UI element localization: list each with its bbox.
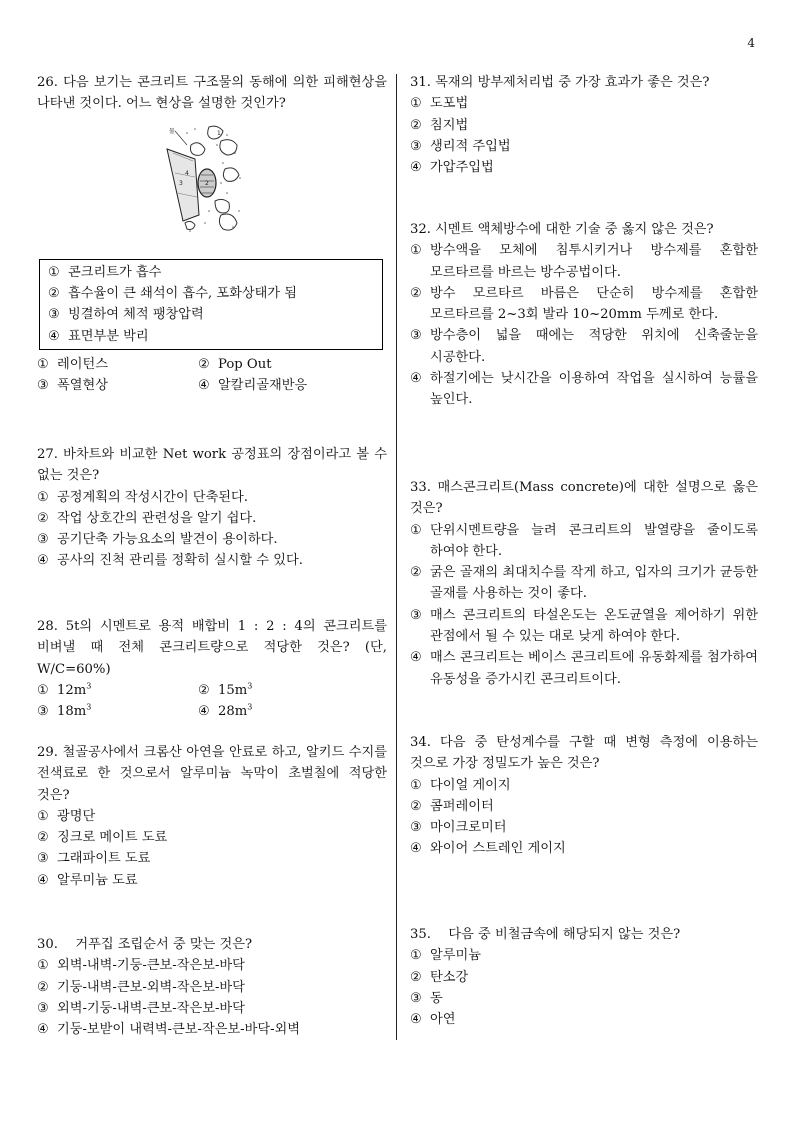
question-stem: 28. 5t의 시멘트로 용적 배합비 1 : 2 : 4의 콘크리트를 비벼낼 때 전체 콘크리트량으로 적당한 것은? (단, W/C=60%) bbox=[37, 619, 387, 677]
answer-options bbox=[37, 680, 387, 723]
figure-label-2: 2 bbox=[205, 179, 209, 187]
answer-option[interactable]: ② 기둥-내벽-큰보-외벽-작은보-바닥 bbox=[37, 979, 245, 995]
answer-option[interactable]: ② $15m^3$ bbox=[198, 681, 253, 698]
page-number: 4 bbox=[747, 36, 755, 50]
answer-option[interactable]: ① 방수액을 모체에 침투시키거나 방수제를 혼합한 모르타르를 바르는 방수공법이다. bbox=[410, 243, 758, 280]
answer-option[interactable]: ④ 아연 bbox=[410, 1012, 456, 1028]
question-stem: 32. 시멘트 액체방수에 대한 기술 중 옳지 않은 것은? bbox=[410, 222, 714, 237]
answer-option[interactable]: ① 알루미늄 bbox=[410, 948, 481, 964]
answer-option[interactable]: ④ 와이어 스트레인 게이지 bbox=[410, 841, 566, 857]
answer-option[interactable]: ④ 하절기에는 낮시간을 이용하여 작업을 실시하여 능률을 높인다. bbox=[410, 371, 758, 408]
answer-option[interactable]: ④ 알칼리골재반응 bbox=[198, 378, 308, 394]
question-31 bbox=[410, 72, 758, 178]
answer-option[interactable]: ② 탄소강 bbox=[410, 969, 469, 985]
answer-option[interactable]: ④ 공사의 진척 관리를 정확히 실시할 수 있다. bbox=[37, 553, 303, 569]
question-stem: 26. 다음 보기는 콘크리트 구조물의 동해에 의한 피해현상을 나타낸 것이다. 어느 현상을 설명한 것인가? bbox=[37, 75, 387, 112]
question-29 bbox=[37, 742, 387, 891]
question-stem: 29. 철골공사에서 크롬산 아연을 안료로 하고, 알키드 수지를 전색료로 한 것으로서 알루미늄 녹막이 초벌칠에 적당한 것은? bbox=[37, 745, 387, 803]
answer-option[interactable]: ④ 가압주입법 bbox=[410, 160, 494, 176]
answer-option[interactable]: ④ 매스 콘크리트는 베이스 콘크리트에 유동화제를 첨가하여 유동성을 증가시킨 콘크리트이다. bbox=[410, 650, 758, 687]
box-item: ③ 빙결하여 체적 팽창압력 bbox=[48, 307, 204, 323]
answer-option[interactable]: ③ 공기단축 가능요소의 발견이 용이하다. bbox=[37, 532, 278, 548]
answer-option[interactable]: ③ 그래파이트 도료 bbox=[37, 851, 151, 867]
question-26 bbox=[37, 72, 387, 397]
figure-label-4: 4 bbox=[185, 169, 189, 177]
answer-options bbox=[37, 354, 387, 397]
box-item: ② 흡수율이 큰 쇄석이 흡수, 포화상태가 됨 bbox=[48, 286, 297, 302]
answer-option[interactable]: ③ $18m^3$ bbox=[37, 702, 92, 720]
answer-option[interactable]: ① $12m^3$ bbox=[37, 681, 92, 698]
answer-option[interactable]: ① 레이턴스 bbox=[37, 357, 108, 373]
answer-option[interactable]: ① 도포법 bbox=[410, 96, 469, 112]
question-stem: 35. 다음 중 비철금속에 해당되지 않는 것은? bbox=[410, 927, 681, 942]
question-stem: 27. 바차트와 비교한 Net work 공정표의 장점이라고 볼 수 없는 것은? bbox=[37, 447, 387, 484]
answer-option[interactable]: ③ 매스 콘크리트의 타설온도는 온도균열을 제어하기 위한 관점에서 될 수 있는 대로 낮게 하여야 한다. bbox=[410, 607, 758, 645]
answer-option[interactable]: ① 공정계획의 작성시간이 단축된다. bbox=[37, 489, 248, 505]
question-33 bbox=[410, 477, 758, 690]
question-30 bbox=[37, 934, 387, 1040]
question-34 bbox=[410, 732, 758, 860]
condition-box bbox=[39, 259, 383, 350]
question-stem: 30. 거푸집 조립순서 중 맞는 것은? bbox=[37, 937, 253, 952]
answer-option[interactable]: ① 외벽-내벽-기둥-큰보-작은보-바닥 bbox=[37, 958, 245, 974]
answer-option[interactable]: ① 단위시멘트량을 늘려 콘크리트의 발열량을 줄이도록 하여야 한다. bbox=[410, 522, 758, 559]
answer-option[interactable]: ③ 마이크로미터 bbox=[410, 820, 507, 836]
question-stem: 34. 다음 중 탄성계수를 구할 때 변형 측정에 이용하는 것으로 가장 정밀도가 높은 것은? bbox=[410, 735, 758, 772]
answer-option[interactable]: ① 광명단 bbox=[37, 808, 96, 824]
answer-option[interactable]: ③ 생리적 주입법 bbox=[410, 138, 511, 154]
answer-option[interactable]: ② Pop Out bbox=[198, 357, 272, 373]
answer-option[interactable]: ② 작업 상호간의 관련성을 알기 쉽다. bbox=[37, 510, 257, 526]
box-item: ④ 표면부분 박리 bbox=[48, 328, 149, 344]
answer-option[interactable]: ③ 방수층이 넓을 때에는 적당한 위치에 신축줄눈을 시공한다. bbox=[410, 328, 758, 365]
answer-option[interactable]: ② 방수 모르타르 바름은 단순히 방수제를 혼합한 모르타르를 2~3회 발라 10~20mm 두께로 한다. bbox=[410, 285, 758, 323]
question-stem: 33. 매스콘크리트(Mass concrete)에 대한 설명으로 옳은 것은? bbox=[410, 480, 758, 517]
question-32 bbox=[410, 219, 758, 411]
frost-damage-figure bbox=[165, 123, 245, 238]
question-35 bbox=[410, 924, 758, 1030]
answer-option[interactable]: ③ 외벽-기둥-내벽-큰보-작은보-바닥 bbox=[37, 1000, 245, 1016]
answer-option[interactable]: ② 침지법 bbox=[410, 117, 469, 133]
answer-option[interactable]: ① 다이얼 게이지 bbox=[410, 777, 511, 793]
answer-option[interactable]: ④ 기둥-보받이 내력벽-큰보-작은보-바닥-외벽 bbox=[37, 1022, 301, 1038]
answer-option[interactable]: ④ $28m^3$ bbox=[198, 702, 253, 720]
answer-option[interactable]: ③ 동 bbox=[410, 990, 443, 1006]
figure-label-3: 3 bbox=[179, 179, 183, 187]
question-stem: 31. 목재의 방부제처리법 중 가장 효과가 좋은 것은? bbox=[410, 75, 710, 90]
column-divider bbox=[396, 74, 397, 1040]
answer-option[interactable]: ② 징크로 메이트 도료 bbox=[37, 830, 168, 846]
figure-label-water: 물 bbox=[169, 127, 175, 135]
question-28 bbox=[37, 616, 387, 722]
question-27 bbox=[37, 444, 387, 572]
figure-label-1: 1 bbox=[217, 129, 221, 137]
answer-option[interactable]: ③ 폭열현상 bbox=[37, 378, 108, 394]
answer-option[interactable]: ② 콤퍼레이터 bbox=[410, 798, 494, 814]
answer-option[interactable]: ④ 알루미늄 도료 bbox=[37, 872, 138, 888]
answer-option[interactable]: ② 굵은 골재의 최대치수를 작게 하고, 입자의 크기가 균등한 골재를 사용하는 것이 좋다. bbox=[410, 565, 758, 602]
box-item: ① 콘크리트가 흡수 bbox=[48, 264, 162, 280]
